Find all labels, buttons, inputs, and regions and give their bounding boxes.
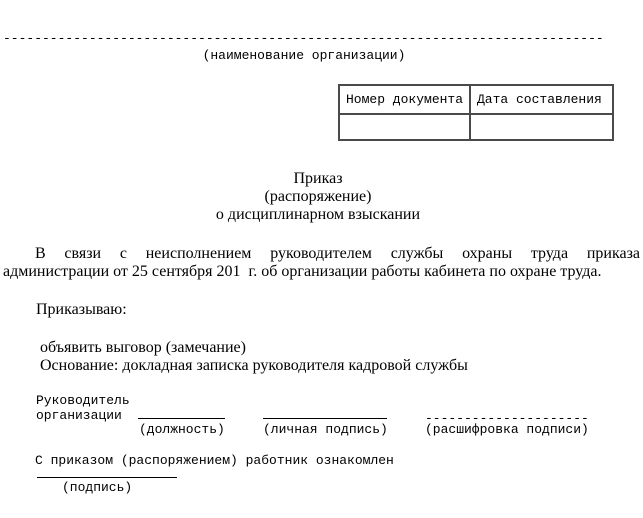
order-block [40, 339, 468, 375]
document-number-table [338, 84, 614, 141]
body-paragraph [3, 245, 640, 281]
body-paragraph-line-2: администрации от 25 сентября 201 г. об организации работы кабинета по охране труда. [3, 263, 602, 280]
personal-signature-fill-line [263, 418, 387, 419]
table-header-date: Дата составления [470, 85, 613, 114]
personal-signature-caption: (личная подпись) [263, 422, 388, 437]
document-title [0, 170, 636, 224]
body-paragraph-line-1: В связи с неисполнением руководителем службы охраны труда приказа [35, 245, 640, 262]
acknowledgment-signature-fill-line [37, 477, 177, 478]
org-name-caption: (наименование организации) [202, 48, 406, 63]
document-title-line-1: Приказ [293, 170, 343, 187]
table-header-document-number: Номер документа [339, 85, 470, 114]
acknowledgment-signature-caption: (подпись) [62, 480, 133, 495]
table-empty-row [339, 114, 613, 140]
table-header-row [339, 85, 613, 114]
directive-text: Приказываю: [36, 301, 127, 318]
document-title-line-2: (распоряжение) [264, 188, 372, 205]
position-caption: (должность) [139, 422, 225, 437]
order-action-text: объявить выговор (замечание) [40, 339, 246, 356]
document-title-line-3: о дисциплинарном взыскании [215, 206, 421, 223]
signer-label-line-1: Руководитель [36, 393, 130, 408]
transcript-caption: (расшифровка подписи) [425, 422, 589, 437]
order-basis-text: Основание: докладная записка руководителя кадровой службы [40, 357, 468, 374]
transcript-fill-line: --------------------- [425, 411, 589, 426]
position-fill-line [138, 418, 225, 419]
org-name-fill-line: ----------------------------------------------------------------------------- [3, 31, 604, 46]
acknowledgment-text: С приказом (распоряжением) работник ознакомлен [35, 453, 394, 468]
table-cell-document-number [339, 114, 470, 140]
table-cell-date [470, 114, 613, 140]
signer-label-line-2: организации [36, 408, 122, 423]
signer-label [36, 393, 130, 423]
